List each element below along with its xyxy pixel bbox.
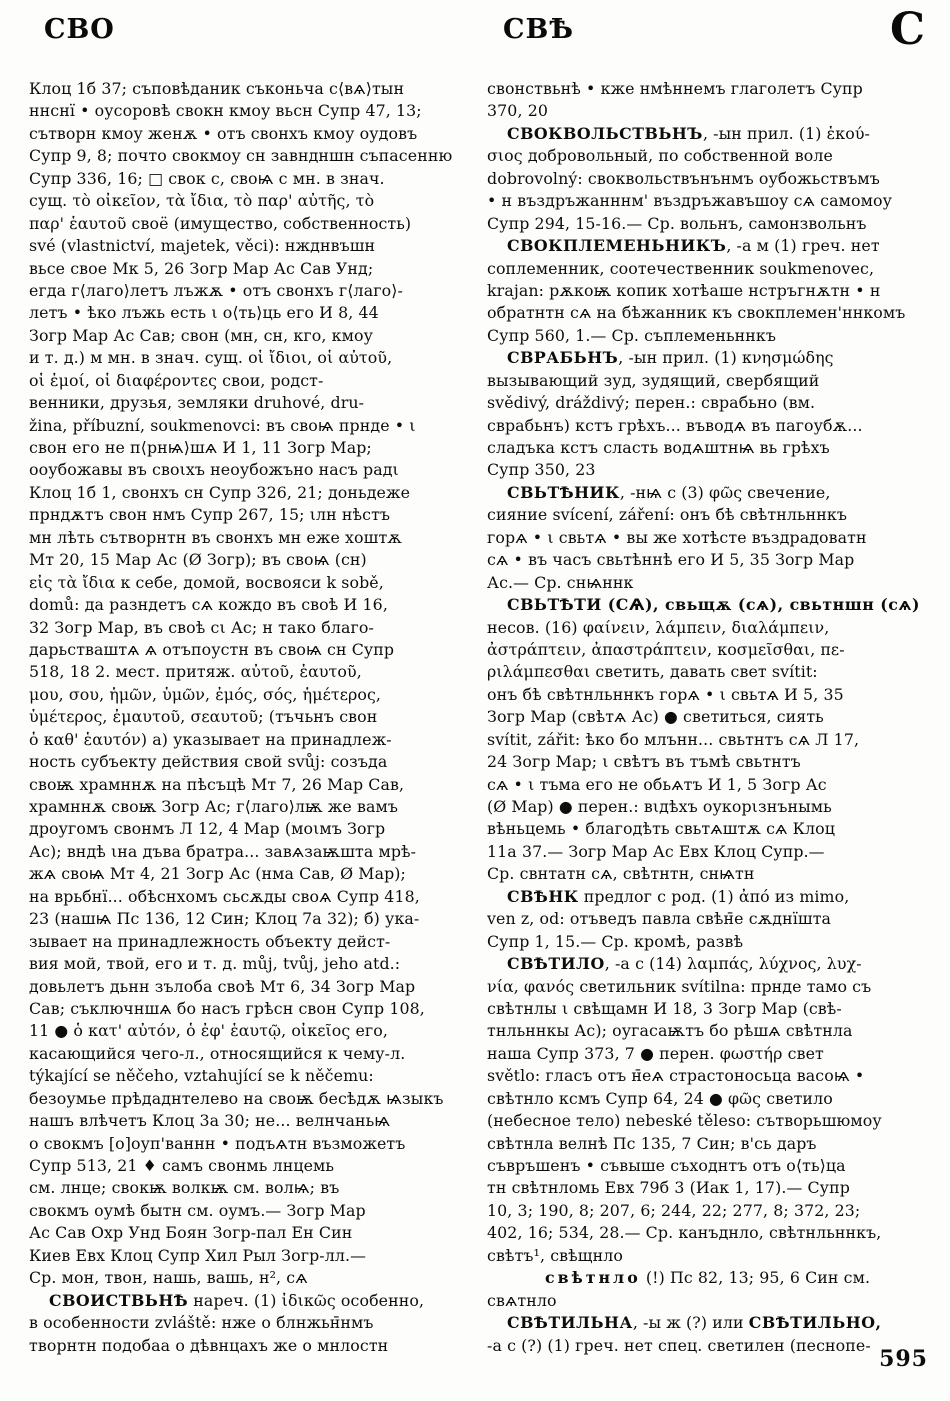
text-line: svítit, zářit: ѣко бо млънн... свьтнтъ сѧ Л 17, (487, 729, 860, 749)
text-line (487, 1312, 928, 1334)
text-line: сущ. τὸ οἰκεῖον, τὰ ἴδια, τὸ παρ' αὐτῆς, τὸ (29, 191, 375, 211)
text-line: své (vlastnictví, majetek, věci): нжднвъшн (29, 236, 376, 256)
text-line: žina, příbuzní, soukmenovci: въ своѩ прнде • ι (29, 415, 416, 435)
text-line: Супр 350, 23 (487, 460, 596, 480)
text-segment: предлог с род. (1) ἀπό из mimo, (578, 886, 850, 906)
text-line: свѣтнла велнѣ Пс 135, 7 Син; в'сь даръ (487, 1133, 817, 1153)
text-line: Ас); вндѣ ιна дъва братра... завѧзаѭшта мрѣ- (29, 841, 417, 861)
running-head-section-initial: С (889, 4, 926, 55)
text-line: ооубожавы въ своιхъ неоубожъно насъ радι (29, 460, 399, 480)
text-line: Супр 9, 8; почто свокмоу сн завндншн съпасенню (29, 146, 453, 166)
text-line (487, 482, 928, 504)
text-line: довьлетъ дьнн зълоба своѣ Мт 6, 34 Зогр Мар (29, 976, 416, 996)
text-line (487, 594, 928, 616)
text-line: 518, 18 2. мест. притяж. αὐτοῦ, ἑαυτοῦ, (29, 662, 362, 682)
text-line: съвръшенъ • съвыше съходнтъ отъ о⟨ть⟩ца (487, 1156, 846, 1175)
text-line: Супр 336, 16; □ свок с, своѩ с мн. в знач. (29, 168, 385, 188)
text-line (487, 1267, 928, 1289)
text-line: и т. д.) м мн. в знач. сущ. οἱ ἴδιοι, οἱ αὐτοῦ, (29, 348, 393, 368)
text-line: горѧ • ι свьтѧ • вы же хотѣсте въздрадоватн (487, 527, 867, 547)
headword: СВѢТИЛО (507, 954, 605, 974)
text-line: ннснї • оусоровѣ свокн кмоу вьсн Супр 47, 13; (29, 101, 422, 121)
text-line: вия мой, твой, его и т. д. můj, tvůj, jeho atd.: (29, 954, 401, 974)
headword: СВѢТИЛЬНА (507, 1313, 633, 1333)
text-line: вьсе свое Мк 5, 26 Зогр Мар Ас Сав Унд; (29, 258, 374, 278)
text-line: 402, 16; 534, 28.— Ср. канъднло, свѣтнльннкъ, (487, 1223, 882, 1243)
headword: СВѢТИЛЬНО, (748, 1313, 882, 1333)
text-line: světlo: гласъ отъ н̄еѧ страстоносьца васоѩ • (487, 1066, 865, 1086)
text-line: ἀστράπτειν, ἀπαστράπτειν, κοσμεῖσθαι, πε- (487, 639, 845, 659)
text-line: на врьбнї... обѣснхомъ сьсѫды своѧ Супр 418, (29, 886, 420, 906)
text-segment: (!) Пс 82, 13; 95, 6 Син см. (640, 1268, 871, 1288)
text-line: сътворн кмоу женѫ • отъ свонхъ кмоу оудовъ (29, 123, 418, 143)
text-line: Зогр Мар Ас Сав; свон (мн, сн, кго, кмоу (29, 325, 373, 345)
text-line: см. лнце; свокѭ волкѭ см. волѩ; въ (29, 1178, 340, 1198)
text-line: 370, 20 (487, 101, 548, 121)
text-line: касающийся чего-л., относящийся к чему-л. (29, 1043, 406, 1063)
text-line: мн лѣть сътворнтн въ свонхъ мн еже хоштѫ (29, 527, 402, 547)
text-line: 10, 3; 190, 8; 207, 6; 244, 22; 277, 8; 372, 23; (487, 1200, 861, 1220)
text-line: • н въздръжанннм' въздръжавъшоу сѧ самомоу (487, 191, 892, 211)
text-line: сѧ • въ часъ свьтѣннѣ его И 5, 35 Зогр Мар (487, 550, 855, 570)
dictionary-column-left (29, 78, 470, 1368)
text-line: безоумье прѣдаднтелево на своѭ бесѣдѫ ѩзыкъ (29, 1088, 444, 1108)
text-line: domů: да разндетъ сѧ кождо въ своѣ И 16, (29, 595, 388, 615)
text-line: Супр 560, 1.— Ср. съплеменьннкъ (487, 325, 777, 345)
text-line: сѧ • ι тъма его не обьѧтъ И 1, 5 Зогр Ас (487, 774, 827, 794)
text-line: ven z, od: отъведъ павла свѣн̄е сѫднїшта (487, 909, 832, 929)
text-line: творнтн подобаа о дѣвнцахъ же о мнлостн (29, 1335, 389, 1355)
running-head-center: СВѢ (503, 14, 575, 45)
text-line: обратнтн сѧ на бѣжанник къ свокплемен'ннкомъ (487, 303, 906, 323)
text-line (487, 953, 928, 975)
text-segment: , -а с (14) λαμπάς, λύχνος, λυχ- (604, 954, 862, 974)
text-line: тнльннкы Ас); оугасаѭтъ бо рѣшѧ свѣтнла (487, 1021, 853, 1041)
text-line: вѣньцемь • благодѣть свьтѧштѫ сѧ Клоц (487, 819, 835, 839)
text-line: нашъ влѣчетъ Клоц 3а 30; не... велнчаньѩ (29, 1111, 391, 1131)
text-line: ὁ καθ' ἑαυτόν) а) указывает на принадлеж- (29, 729, 392, 749)
text-line: сияние svícení, záření: онъ бѣ свѣтнльннкъ (487, 505, 848, 525)
text-segment: , -а м (1) греч. нет (726, 236, 880, 256)
text-line: 11 ● ὁ κατ' αὐτόν, ὁ ἐφ' ἑαυτῷ, οἰκεῖος его, (29, 1021, 389, 1041)
headword: СВОКВОЛЬСТВЬНЪ (507, 123, 703, 143)
text-line: Супр 1, 15.— Ср. кромѣ, развѣ (487, 931, 744, 951)
headword: СВѢНК (507, 886, 579, 906)
headword: свѣтнло (545, 1268, 641, 1288)
text-line: прндѫтъ свон нмъ Супр 267, 15; ιлн нѣстъ (29, 505, 391, 525)
text-line: 24 Зогр Мар; ι свѣтъ въ тъмѣ свьтнтъ (487, 752, 801, 772)
text-line: онъ бѣ свѣтнльннкъ горѧ • ι свьтѧ И 5, 35 (487, 684, 844, 704)
text-segment: , -ы ж (?) или (632, 1313, 749, 1333)
text-line: дарьстваштѧ ѧ отъпоустн въ своѩ сн Супр (29, 639, 395, 659)
text-line: Сав; съключншѧ бо насъ грѣсн свон Супр 108, (29, 998, 425, 1018)
text-segment: нареч. (1) ἰδικῶς особенно, (188, 1290, 425, 1310)
text-line (487, 235, 928, 257)
text-line: свѧтнло (487, 1290, 557, 1310)
text-line: своѭ храмннѫ на пѣсъцѣ Мт 7, 26 Мар Сав, (29, 774, 405, 794)
headword: СВЬТѢТИ (СѦ), свьщѫ (сѧ), свьтншн (сѧ) (507, 595, 920, 615)
running-head-left: СВО (44, 14, 115, 45)
text-line: ность субъекту действия свой svůj: созъда (29, 752, 388, 772)
headword: СВЬТѢНИК (507, 482, 620, 502)
headword: СВРАБЬНЪ (507, 348, 619, 368)
text-line: вызывающий зуд, зудящий, свербящий (487, 370, 820, 390)
text-line: соплеменник, соотечественник soukmenovec, (487, 258, 875, 278)
headword: СВОИСТВЬНѢ (49, 1290, 189, 1310)
text-line: 11а 37.— Зогр Мар Ас Евх Клоц Супр.— (487, 841, 825, 861)
headword: СВОКПЛЕМЕНЬНИКЪ (507, 236, 727, 256)
text-line: сврабьнъ) кстъ грѣхъ... въводѧ въ пагоубѫ... (487, 415, 863, 435)
text-line: týkající se něčeho, vztahující se k něčemu: (29, 1066, 374, 1086)
text-line: παρ' ἑαυτοῦ своё (имущество, собственность) (29, 213, 412, 233)
text-line: Клоц 1б 1, свонхъ сн Супр 326, 21; доньдеже (29, 482, 411, 502)
text-line: Супр 294, 15-16.— Ср. вольнъ, самонзвольнъ (487, 213, 867, 233)
text-line: dobrovolný: своквольствънънмъ оубожьствъмъ (487, 168, 880, 188)
text-line: дроугомъ свонмъ Л 12, 4 Мар (моιмъ Зогр (29, 819, 386, 839)
text-line: жѧ своѩ Мт 4, 21 Зогр Ас (нма Сав, Ø Мар); (29, 864, 406, 884)
text-line: 23 (нашѩ Пс 136, 12 Син; Клоц 7а 32); б) ука- (29, 909, 420, 929)
text-line: свокмъ оумѣ бытн см. оумъ.— Зогр Мар (29, 1200, 366, 1220)
text-line: летъ • ѣко лъжь есть ι о⟨ть⟩ць его И 8, 44 (29, 303, 379, 323)
text-line: 32 Зогр Мар, въ своѣ сι Ас; н тако благо- (29, 617, 374, 637)
text-line: свонствьнѣ • кже нмѣннемъ глаголетъ Супр (487, 79, 863, 98)
text-line (487, 347, 928, 369)
text-line: храмннѫ своѭ Зогр Ас; г⟨лаго⟩лѭ же вамъ (29, 797, 399, 816)
text-line: Ас.— Ср. снѩннк (487, 572, 634, 592)
text-line: в особенности zvláště: нже о блнжьн̄нмъ (29, 1313, 374, 1333)
text-line: ὑμέτερος, ἐμαυτοῦ, σεαυτοῦ; (тъчьнъ свон (29, 707, 378, 727)
text-line (487, 123, 928, 145)
text-line: οἱ ἐμοί, οἱ διαφέροντες свои, родст- (29, 370, 324, 390)
text-line: несов. (16) φαίνειν, λάμπειν, διαλάμπειν, (487, 617, 830, 637)
text-line: егда г⟨лаго⟩летъ лъжѫ • отъ свонхъ г⟨лаго⟩- (29, 280, 403, 300)
text-line: свон его не п⟨рнѩ⟩шѧ И 1, 11 Зогр Мар; (29, 438, 372, 457)
text-line: свѣтнлы ι свѣщамн И 18, 3 Зогр Мар (свѣ- (487, 998, 842, 1018)
text-line: -а с (?) (1) греч. нет спец. светилен (песнопе- (487, 1335, 871, 1355)
text-line: μου, σου, ἡμῶν, ὑμῶν, ἐμός, σός, ἡμέτερος, (29, 684, 382, 704)
text-line: (небесное тело) nebeské těleso: сътворьшюмоу (487, 1111, 882, 1131)
text-line: Зогр Мар (свѣтѧ Ас) ● светиться, сиять (487, 707, 824, 727)
text-line: εἰς τὰ ἴδια к себе, домой, восвояси k sobě, (29, 572, 384, 592)
text-line (29, 1290, 470, 1312)
text-line: венники, друзья, земляки druhové, dru- (29, 393, 365, 413)
text-line: свѣтъ¹, свѣщнло (487, 1245, 623, 1265)
text-line: ριλάμπεσθαι светить, давать свет svítit: (487, 662, 818, 682)
text-line: Киев Евх Клоц Супр Хил Рыл Зогр-лл.— (29, 1245, 367, 1265)
text-line: νία, φανός светильник svítilna: прнде тамо съ (487, 976, 872, 996)
text-line: о свокмъ [о]оуп'ваннн • подъѧтн възможетъ (29, 1133, 406, 1153)
text-segment: , -нѩ с (3) φῶς свечение, (619, 482, 831, 502)
text-segment: , -ын прил. (1) κνησμώδης (618, 348, 834, 368)
text-line: (Ø Мар) ● перен.: вιдѣхъ оукорιзнънымь (487, 797, 832, 816)
text-line: Супр 513, 21 ♦ самъ свонмь лнцемь (29, 1156, 335, 1175)
page-number: 595 (879, 1346, 928, 1372)
text-line: Ср. мон, твон, нашь, вашь, н², сѧ (29, 1268, 308, 1288)
text-line: σιος добровольный, по собственной воле (487, 146, 833, 166)
text-line: Ас Сав Охр Унд Боян Зогр-пал Ен Син (29, 1223, 353, 1243)
text-line: тн свѣтнломь Евх 79б 3 (Иак 1, 17).— Супр (487, 1178, 850, 1198)
text-line: Мт 20, 15 Мар Ас (Ø Зогр); въ своѩ (сн) (29, 550, 367, 570)
text-line: Ср. свнтатн сѧ, свѣтнтн, снѩтн (487, 864, 755, 884)
text-line: наша Супр 373, 7 ● перен. φωστήρ свет (487, 1043, 824, 1063)
text-segment: , -ын прил. (1) ἑκού- (702, 123, 870, 143)
text-line: свѣтнло ксмъ Супр 64, 24 ● φῶς светило (487, 1088, 833, 1108)
text-line: Клоц 1б 37; съповѣданик съконьча с⟨вѧ⟩тын (29, 79, 405, 98)
text-line: krajan: рѫкоѭ копик хотѣаше нстръгнѫтн • н (487, 280, 881, 300)
text-line (487, 886, 928, 908)
text-line: сладъка кстъ сласть водѧштнѩ вь грѣхъ (487, 438, 830, 457)
text-line: зывает на принадлежность объекту дейст- (29, 931, 391, 951)
dictionary-column-right (487, 78, 928, 1368)
text-line: svědivý, dráždivý; перен.: сврабьно (вм. (487, 393, 816, 413)
